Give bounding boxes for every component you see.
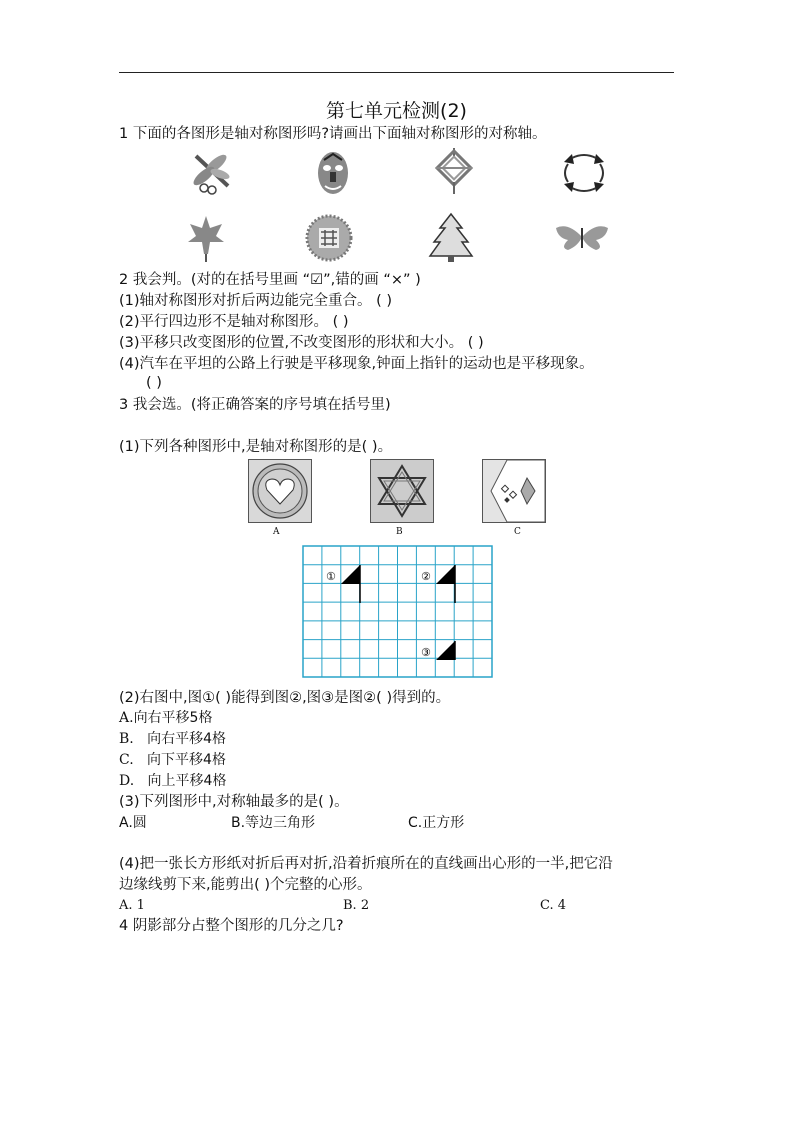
question-2-text: 2 我会判。(对的在括号里画 “☑”,错的画 “×” ): [119, 272, 421, 288]
choice-4-option-a: A. 1: [119, 898, 145, 913]
question-1-text: 1 下面的各图形是轴对称图形吗?请画出下面轴对称图形的对称轴。: [119, 126, 547, 142]
option-text: 向下平移4格: [147, 752, 226, 768]
heart-in-circle-icon: [249, 460, 311, 522]
option-letter: B.: [119, 731, 134, 747]
option-letter: A.: [119, 710, 134, 726]
figure-b-star: [370, 459, 434, 523]
figure-a-caption: A: [273, 527, 280, 537]
fish-shape-icon: [483, 460, 545, 522]
butterfly-icon: [554, 222, 610, 252]
choice-2-option-a: [119, 708, 212, 728]
figure-b-caption: B: [396, 527, 403, 537]
choice-4-text-line2: 边缘线剪下来,能剪出( )个完整的心形。: [119, 877, 372, 893]
choice-3-option-c: C.正方形: [408, 815, 465, 831]
choice-1-text: (1)下列各种图形中,是轴对称图形的是( )。: [119, 439, 393, 455]
figure-c-caption: C: [514, 527, 521, 537]
figure-a-heart: [248, 459, 312, 523]
marker-1: ①: [326, 570, 336, 583]
marker-3: ③: [421, 646, 431, 659]
double-happiness-icon: [305, 214, 353, 262]
opera-mask-icon: [316, 150, 350, 196]
judge-item-4: (4)汽车在平坦的公路上行驶是平移现象,钟面上指针的运动也是平移现象。: [119, 356, 594, 372]
choice-3-option-a: A.圆: [119, 815, 147, 831]
page-title: 第七单元检测(2): [326, 100, 467, 122]
translation-grid: [302, 545, 494, 679]
star-of-david-icon: [371, 460, 433, 522]
figure-c-fish: [482, 459, 546, 523]
marker-2: ②: [421, 570, 431, 583]
chinese-knot-icon: [434, 148, 474, 198]
option-letter: D.: [119, 773, 135, 789]
choice-2-text: (2)右图中,图①( )能得到图②,图③是图②( )得到的。: [119, 690, 451, 706]
question-3-text: 3 我会选。(将正确答案的序号填在括号里): [119, 397, 391, 413]
choice-3-option-b: B.等边三角形: [231, 815, 316, 831]
choice-4-text-line1: (4)把一张长方形纸对折后再对折,沿着折痕所在的直线画出心形的一半,把它沿: [119, 856, 613, 872]
option-text: 向右平移4格: [147, 731, 227, 747]
dragonfly-icon: [190, 150, 236, 196]
judge-item-3: (3)平移只改变图形的位置,不改变图形的形状和大小。 ( ): [119, 335, 484, 351]
option-letter: C.: [119, 752, 134, 768]
choice-2-option-d: [119, 771, 226, 791]
header-rule: [119, 72, 674, 73]
question-4-text: 4 阴影部分占整个图形的几分之几?: [119, 918, 344, 934]
maple-leaf-icon: [186, 214, 226, 264]
pine-tree-icon: [428, 212, 474, 264]
choice-2-option-c: [119, 750, 226, 770]
option-text: 向上平移4格: [147, 773, 227, 789]
judge-item-4-blank[interactable]: ( ): [146, 375, 162, 391]
choice-3-text: (3)下列图形中,对称轴最多的是( )。: [119, 794, 349, 810]
judge-item-2: (2)平行四边形不是轴对称图形。 ( ): [119, 314, 349, 330]
option-text: 向右平移5格: [133, 710, 213, 726]
choice-4-option-b: B. 2: [343, 898, 370, 913]
paper-cut-corners-icon: [560, 150, 608, 196]
judge-item-1: (1)轴对称图形对折后两边能完全重合。 ( ): [119, 293, 393, 309]
choice-4-option-c: C. 4: [540, 898, 567, 913]
choice-2-option-b: [119, 729, 226, 749]
